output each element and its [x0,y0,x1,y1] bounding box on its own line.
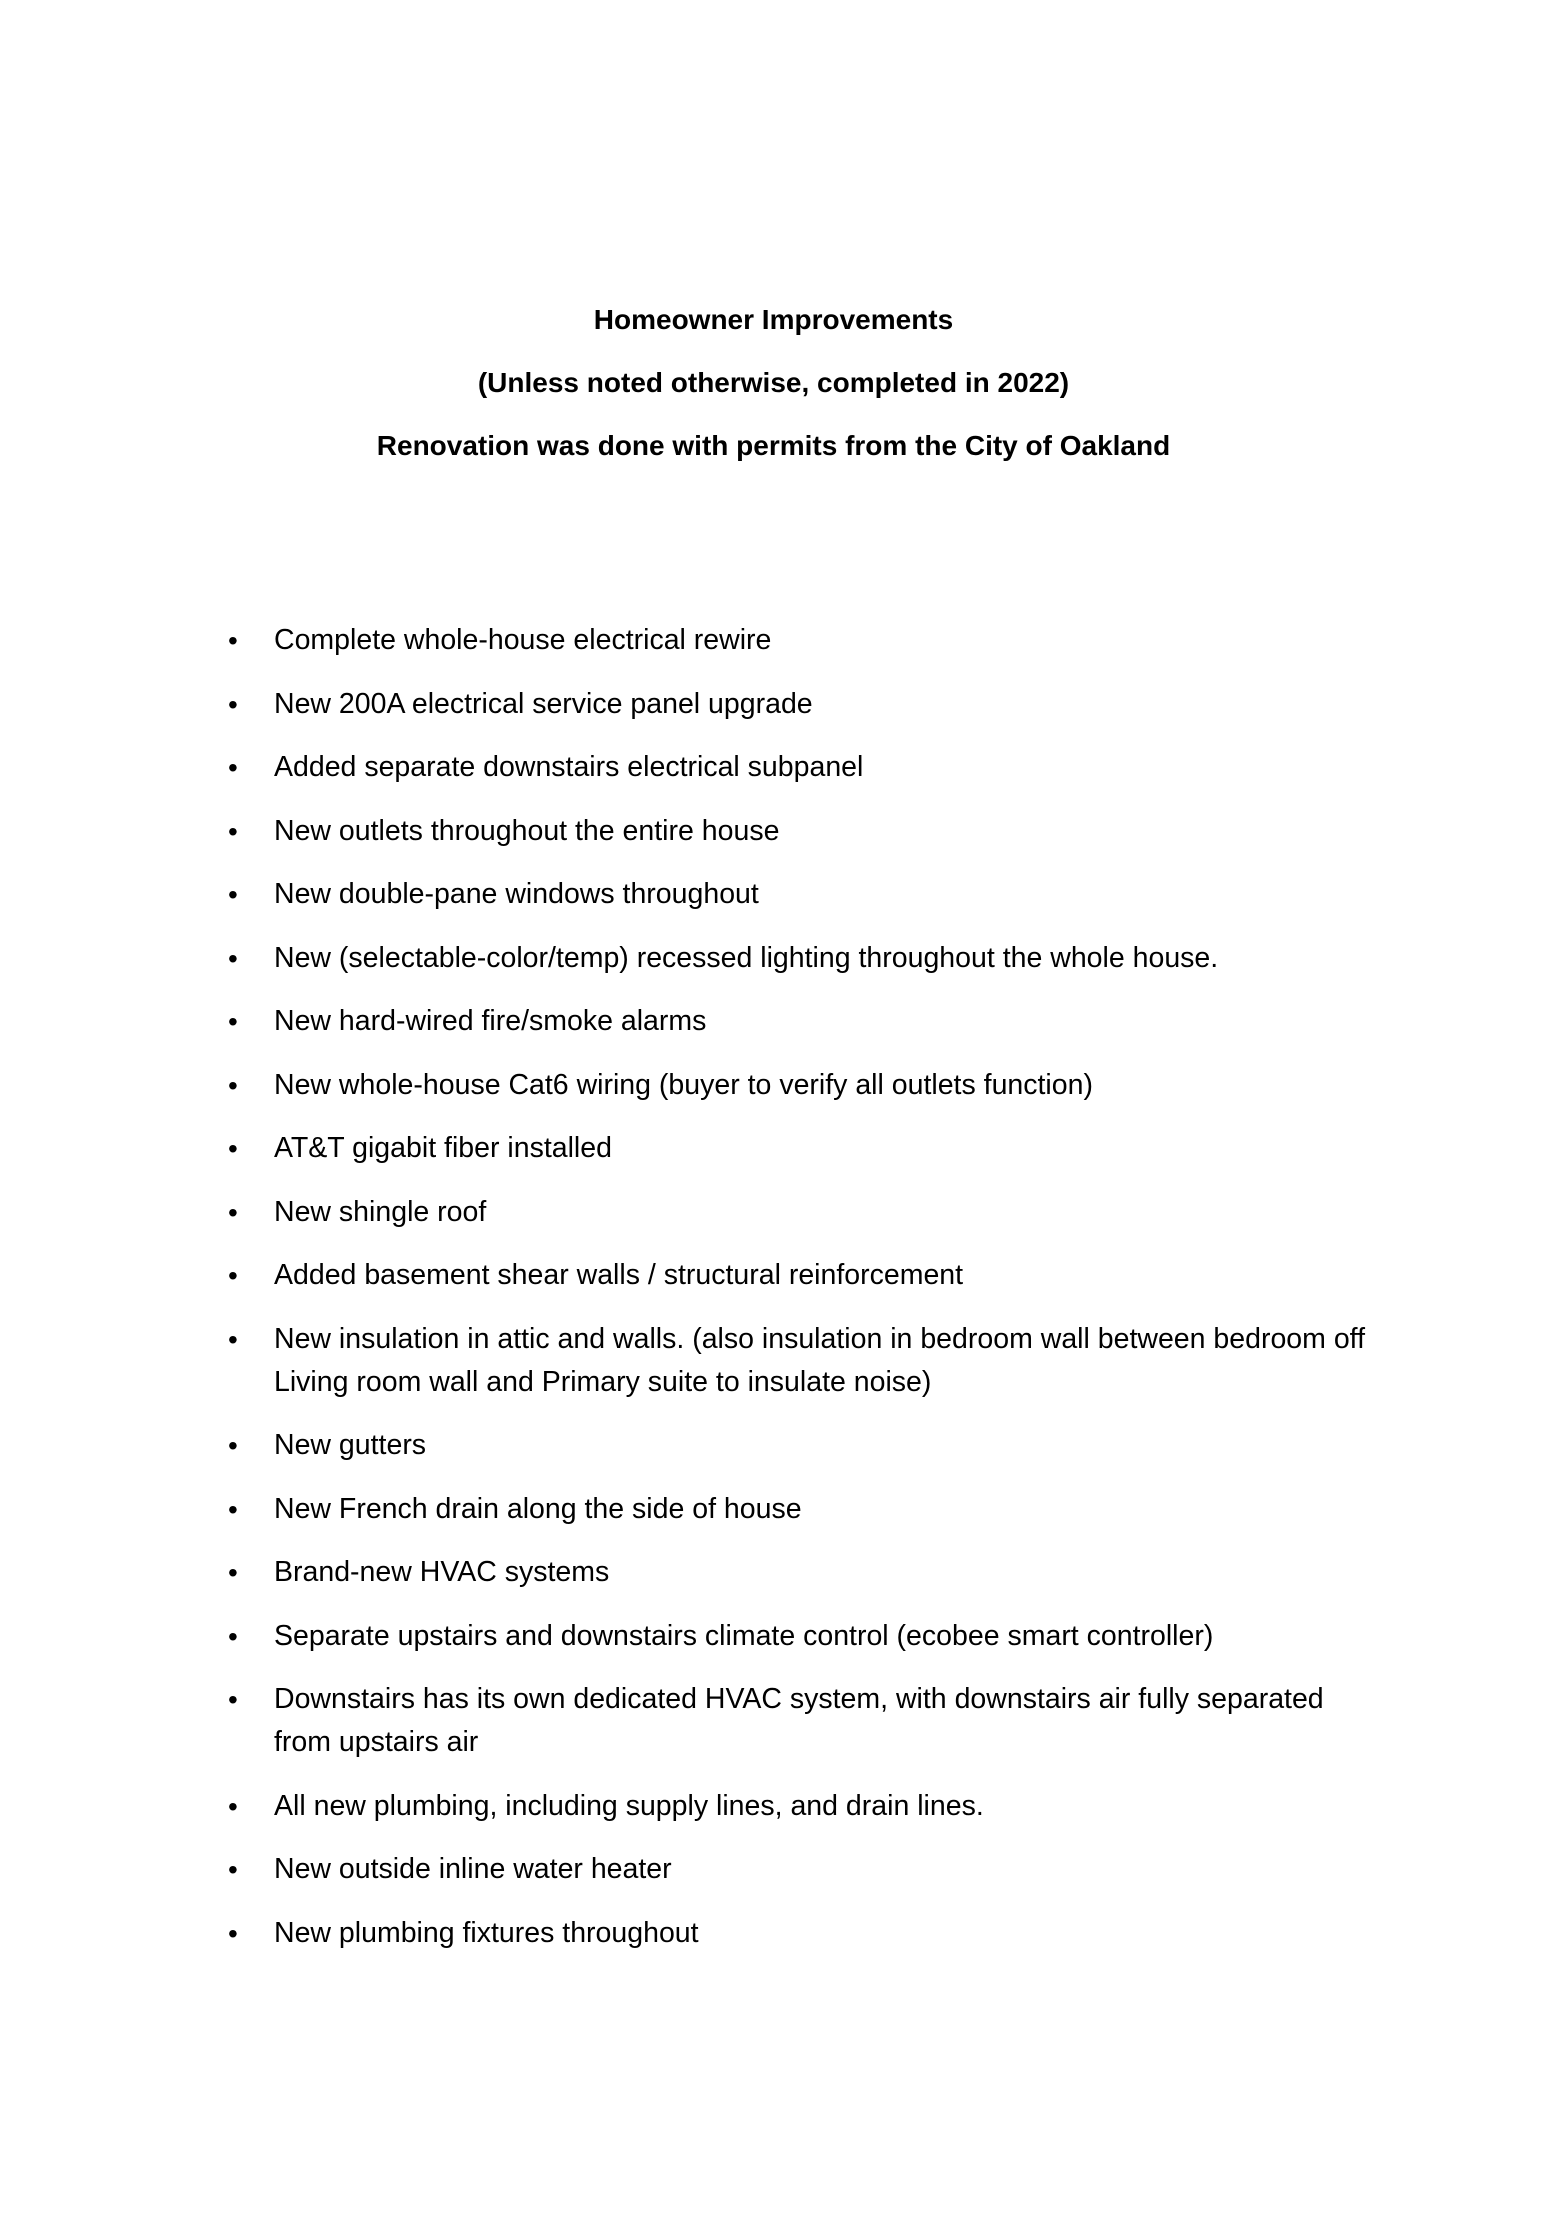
list-item [220,1064,1370,1107]
list-item [220,873,1370,916]
list-item [220,1848,1370,1891]
bullet-icon: • [228,1323,238,1355]
list-item-text: All new plumbing, including supply lines, and drain lines. [274,1789,984,1822]
bullet-icon: • [228,1133,238,1164]
permit-note: Renovation was done with permits from the City of Oakland [376,430,1171,461]
list-item [220,1254,1370,1297]
list-item [220,1912,1370,1955]
list-item [220,1000,1370,1043]
list-item-text: New French drain along the side of house [274,1492,802,1525]
list-item-text: New plumbing fixtures throughout [274,1916,699,1949]
list-item-text: New hard-wired fire/smoke alarms [274,1005,707,1037]
list-item-text: AT&T gigabit fiber installed [274,1132,612,1164]
bullet-icon: • [228,879,238,910]
bullet-icon: • [228,752,238,783]
list-item [220,1318,1370,1404]
list-item-text: Added separate downstairs electrical subpanel [274,751,864,783]
bullet-icon: • [228,1854,238,1885]
list-item [220,1615,1370,1658]
bullet-icon: • [228,1493,238,1525]
list-item-text: Added basement shear walls / structural reinforcement [274,1259,964,1291]
list-item [220,1191,1370,1234]
bullet-icon: • [228,1620,238,1652]
list-item-text: Downstairs has its own dedicated HVAC system, with downstairs air fully separated from upstairs air [274,1683,1324,1758]
list-item-text: New shingle roof [274,1195,487,1228]
bullet-icon: • [228,688,238,720]
bullet-icon: • [228,1557,238,1588]
bullet-icon: • [228,1006,238,1037]
list-item [220,1424,1370,1467]
list-item-text: New outside inline water heater [274,1853,672,1885]
bullet-icon: • [228,625,238,656]
list-item-text: New whole-house Cat6 wiring (buyer to verify all outlets function) [274,1068,1093,1101]
bullet-icon: • [228,1790,238,1822]
list-item-text: New gutters [274,1429,427,1461]
list-item [220,810,1370,853]
list-item [220,746,1370,789]
bullet-icon: • [228,942,238,974]
document-subtitle: (Unless noted otherwise, completed in 2022) [477,367,1070,398]
list-item [220,1127,1370,1170]
list-item [220,937,1370,980]
bullet-icon: • [228,1260,238,1291]
list-item-text: Complete whole-house electrical rewire [274,624,772,656]
document-heading [0,300,1547,489]
list-item [220,1488,1370,1531]
list-item [220,683,1370,726]
bullet-icon: • [228,815,238,847]
list-item-text: Brand-new HVAC systems [274,1556,610,1588]
list-item [220,1785,1370,1828]
list-item-text: New (selectable-color/temp) recessed lighting throughout the whole house. [274,941,1219,974]
improvements-list [220,619,1370,1975]
bullet-icon: • [228,1684,238,1715]
bullet-icon: • [228,1917,238,1949]
list-item-text: New outlets throughout the entire house [274,814,780,847]
list-item [220,1678,1370,1764]
list-item-text: New double-pane windows throughout [274,878,759,910]
list-item [220,1551,1370,1594]
list-item-text: Separate upstairs and downstairs climate control (ecobee smart controller) [274,1619,1214,1652]
document-title: Homeowner Improvements [593,304,954,335]
bullet-icon: • [228,1430,238,1461]
bullet-icon: • [228,1196,238,1228]
list-item-text: New insulation in attic and walls. (also insulation in bedroom wall between bedroom off Living room wall and Primary suite to insulate noise) [274,1322,1365,1398]
list-item-text: New 200A electrical service panel upgrade [274,687,813,720]
bullet-icon: • [228,1069,238,1101]
list-item [220,619,1370,662]
